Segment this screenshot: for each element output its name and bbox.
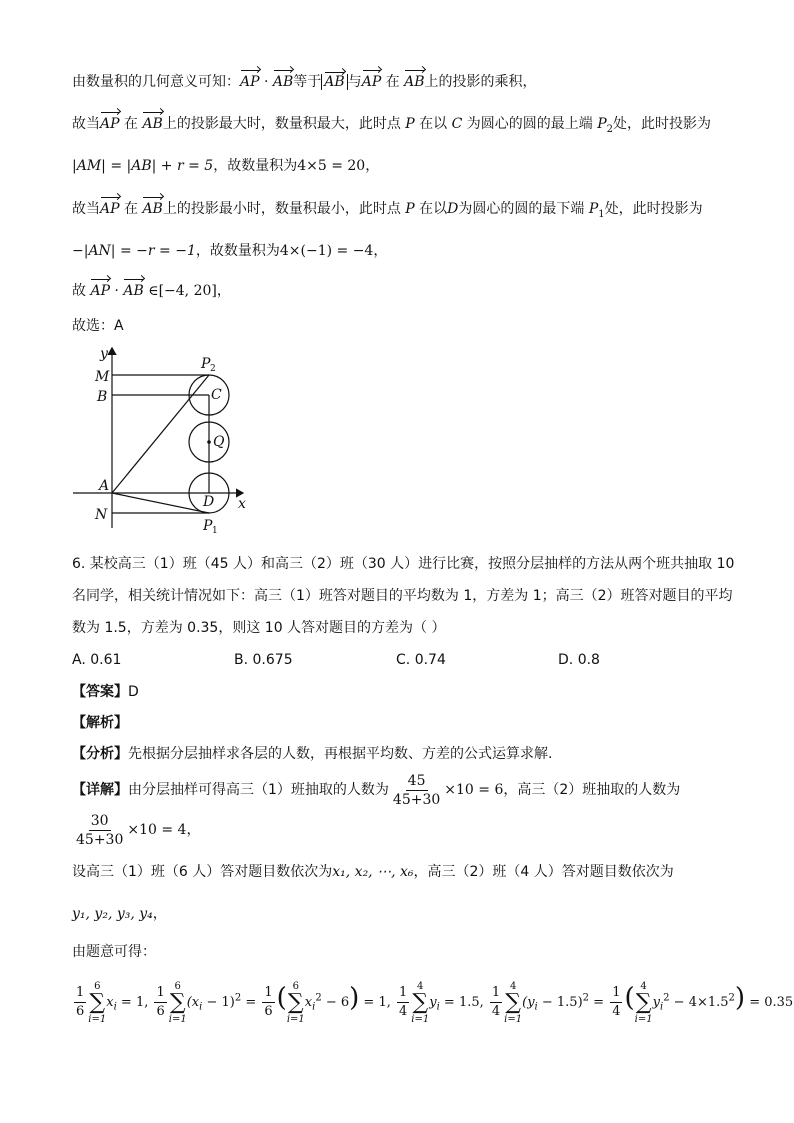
math: (y xyxy=(522,995,535,1010)
math: = 1.5, xyxy=(439,995,484,1010)
numerator: 1 xyxy=(74,984,86,1003)
option-value: 0.675 xyxy=(252,652,293,668)
vector-AB: AB xyxy=(142,201,163,217)
text: ，故数量积为 xyxy=(195,243,280,259)
denominator: 6 xyxy=(156,1004,165,1019)
text-line-1: 由数量积的几何意义可知：AP · AB等于 AB 与AP 在 AB上的投影的乘积， xyxy=(72,74,537,90)
sum-top: 6 xyxy=(292,980,299,992)
text: 上的投影的乘积， xyxy=(424,74,537,90)
denominator: 4 xyxy=(398,1004,408,1019)
option-label: C. xyxy=(396,652,411,668)
point-C: C xyxy=(451,116,463,132)
point-D: D xyxy=(447,201,459,217)
label-A: A xyxy=(99,478,110,494)
sum-bottom: i=1 xyxy=(634,1013,653,1025)
math: − 1) xyxy=(202,995,235,1010)
label-P2: P xyxy=(201,356,211,372)
text: 在以 xyxy=(419,116,448,132)
vector-AP: AP xyxy=(240,74,260,90)
option-A[interactable] xyxy=(72,650,121,670)
equation-line xyxy=(72,972,793,1024)
math: = xyxy=(589,995,609,1010)
text: ， xyxy=(186,822,201,838)
label-D: D xyxy=(203,494,215,510)
text-line-2 xyxy=(72,114,711,140)
numerator: 1 xyxy=(262,984,274,1003)
option-value: 0.8 xyxy=(577,652,600,668)
paren: ) xyxy=(734,983,746,1013)
q6-options xyxy=(72,650,772,670)
option-label: D. xyxy=(558,652,574,668)
label-P2-sub: 2 xyxy=(210,364,216,374)
option-value: 0.61 xyxy=(90,652,122,668)
text: 设高三（1）班（6 人）答对题目数依次为 xyxy=(72,864,333,880)
math: = xyxy=(241,995,261,1010)
text: 上的投影最小时，数量积最小，此时点 xyxy=(162,201,401,217)
vector-AB: AB xyxy=(272,74,294,90)
text: ， xyxy=(216,283,231,299)
text-line-3 xyxy=(72,156,379,176)
text: 在以 xyxy=(419,201,448,217)
math-expression: −|AN| = −r = −1 xyxy=(72,243,196,259)
math: (x xyxy=(186,995,200,1010)
option-label: A. xyxy=(72,652,86,668)
answer-tag: 【答案】 xyxy=(72,684,128,700)
numerator: 30 xyxy=(90,812,109,829)
vector-AP: AP xyxy=(100,116,120,132)
sum-symbol: 6 ∑ i=1 xyxy=(286,980,305,1025)
vector-AB: AB xyxy=(324,74,345,90)
math: − 4×1.5 xyxy=(669,995,729,1010)
q6-line-1: 6. 某校高三（1）班（45 人）和高三（2）班（30 人）进行比赛，按照分层抽样的方法从两个班共抽取 10 xyxy=(72,556,735,572)
analysis-tag: 【解析】 xyxy=(72,715,128,731)
paren: ( xyxy=(624,983,635,1013)
subscript: 1 xyxy=(598,208,605,220)
sum-top: 4 xyxy=(640,980,647,992)
text: 为圆心的圆的最下端 xyxy=(458,201,585,217)
math: = 1, xyxy=(359,995,391,1010)
math: − 6 xyxy=(321,995,350,1010)
superscript: 2 xyxy=(728,992,735,1004)
sum-symbol: 4 ∑ i=1 xyxy=(634,980,653,1025)
vector-AP: AP xyxy=(100,201,120,217)
numerator: 1 xyxy=(610,984,622,1003)
subscript: i xyxy=(436,1001,440,1013)
numerator: 1 xyxy=(397,984,409,1003)
sum-bottom: i=1 xyxy=(504,1013,523,1025)
text: 故当 xyxy=(72,201,100,217)
text: 在 xyxy=(123,201,138,217)
detail-tag: 【详解】 xyxy=(72,782,128,798)
math: y xyxy=(652,995,660,1010)
sum-symbol: 4 ∑ i=1 xyxy=(411,980,430,1025)
vector-AB: AB xyxy=(142,116,163,132)
sum-bottom: i=1 xyxy=(168,1013,187,1025)
sum-symbol: 6 ∑ i=1 xyxy=(88,980,107,1025)
math-expression: 4×5 = 20 xyxy=(297,158,366,174)
text: 在 xyxy=(123,116,138,132)
text: 等于 xyxy=(293,74,322,90)
sum-bottom: i=1 xyxy=(411,1013,430,1025)
point-P2: P xyxy=(597,116,607,132)
text: ，故数量积为 xyxy=(213,158,298,174)
subscript: i xyxy=(312,1001,316,1013)
detail-line-2 xyxy=(72,810,200,850)
label-C: C xyxy=(211,387,222,403)
text: 由数量积的几何意义可知： xyxy=(72,74,240,90)
label-y: y xyxy=(100,346,108,362)
text-line-4 xyxy=(72,199,703,225)
label-M: M xyxy=(95,369,110,385)
math-expression: y₁, y₂, y₃, y₄ xyxy=(72,906,153,922)
sum-top: 4 xyxy=(417,980,424,992)
numerator: 45 xyxy=(407,772,426,789)
paren: ( xyxy=(276,983,287,1013)
sum-symbol: 6 ∑ i=1 xyxy=(168,980,187,1025)
denominator: 6 xyxy=(76,1004,85,1019)
text: 上的投影最大时，数量积最大，此时点 xyxy=(162,116,401,132)
fraction-45 xyxy=(391,772,442,809)
q6-line-3: 数为 1.5，方差为 0.35，则这 10 人答对题目的方差为（ ） xyxy=(72,620,446,636)
denominator: 45+30 xyxy=(76,831,124,848)
point-P1: P xyxy=(588,201,599,217)
math-expression: |AM| = |AB| + r = 5 xyxy=(72,158,214,174)
subscript: i xyxy=(113,1001,117,1013)
fraction xyxy=(262,984,274,1021)
point-P: P xyxy=(405,201,415,217)
sum-top: 6 xyxy=(94,980,101,992)
geometry-figure xyxy=(65,340,265,540)
fraction xyxy=(74,984,86,1021)
paren: ) xyxy=(349,983,360,1013)
option-D[interactable] xyxy=(558,650,600,670)
math: x xyxy=(106,995,114,1010)
subscript: i xyxy=(199,1001,203,1013)
vector-AP: AP xyxy=(90,283,110,299)
line-A-P1 xyxy=(112,493,209,513)
option-value: 0.74 xyxy=(414,652,446,668)
subscript: 2 xyxy=(606,123,614,135)
text: 处，此时投影为 xyxy=(613,116,712,132)
label-N: N xyxy=(95,507,108,523)
denominator: 4 xyxy=(491,1004,501,1019)
label-P1: P xyxy=(203,518,213,534)
answer-choice-line: 故选：A xyxy=(72,318,124,334)
text: 与 xyxy=(347,74,362,90)
q6-line-2: 名同学，相关统计情况如下：高三（1）班答对题目的平均数为 1，方差为 1；高三（2）班答对题目的平均 xyxy=(72,588,733,604)
detail-line-1 xyxy=(72,770,680,810)
text-line-6: 故 AP · AB ∈[−4, 20]， xyxy=(72,283,231,299)
sum-symbol: 4 ∑ i=1 xyxy=(504,980,523,1025)
sum-bottom: i=1 xyxy=(286,1013,305,1025)
answer-line xyxy=(72,682,139,702)
text: ， xyxy=(373,243,388,259)
option-B[interactable] xyxy=(234,650,293,670)
fraction xyxy=(490,984,502,1021)
sum-top: 6 xyxy=(174,980,181,992)
text: 故当 xyxy=(72,116,100,132)
math: x xyxy=(304,995,313,1010)
superscript: 2 xyxy=(234,992,242,1004)
subscript: i xyxy=(659,1001,664,1013)
superscript: 2 xyxy=(315,992,322,1004)
text: ， xyxy=(365,158,380,174)
option-C[interactable] xyxy=(396,650,446,670)
text: 故 xyxy=(72,283,86,299)
vector-AB: AB xyxy=(404,74,425,90)
math-expression: x₁, x₂, ⋯, x₆ xyxy=(332,864,414,880)
superscript: 2 xyxy=(663,992,670,1004)
denominator: 4 xyxy=(612,1004,621,1019)
fraction-30 xyxy=(74,812,125,849)
text: ，高三（2）班（4 人）答对题目数依次为 xyxy=(413,864,674,880)
math: = 1, xyxy=(116,995,149,1010)
text: ， xyxy=(152,906,167,922)
math-expression: 4×(−1) = −4 xyxy=(279,243,374,259)
math: − 1.5) xyxy=(537,995,583,1010)
sum-top: 4 xyxy=(509,980,517,992)
given-line: 由题意可得： xyxy=(72,944,156,960)
option-label: B. xyxy=(234,652,249,668)
math-expression: ×10 = 6 xyxy=(444,782,504,798)
text: 在 xyxy=(385,74,400,90)
label-Q: Q xyxy=(213,434,225,450)
math-expression: ∈[−4, 20] xyxy=(148,283,217,299)
math: = 0.35 xyxy=(745,995,794,1010)
label-x: x xyxy=(238,496,246,512)
set-line-2 xyxy=(72,904,167,924)
sum-bottom: i=1 xyxy=(88,1013,107,1025)
subscript: i xyxy=(534,1001,538,1013)
fraction xyxy=(154,984,166,1021)
set-line-1 xyxy=(72,862,674,882)
fenxi-tag: 【分析】 xyxy=(72,746,128,762)
point-Q-dot xyxy=(207,440,211,444)
label-B: B xyxy=(97,389,108,405)
text-line-5 xyxy=(72,241,387,261)
text: 为圆心的圆的最上端 xyxy=(466,116,593,132)
vector-AB: AB xyxy=(123,283,144,299)
answer-value: D xyxy=(128,684,139,700)
denominator: 45+30 xyxy=(392,791,441,808)
label-P1-sub: 1 xyxy=(212,526,218,536)
vector-AP: AP xyxy=(361,74,382,90)
point-P: P xyxy=(405,116,415,132)
superscript: 2 xyxy=(582,992,590,1004)
fraction xyxy=(610,984,622,1021)
numerator: 1 xyxy=(154,984,166,1003)
text: ，高三（2）班抽取的人数为 xyxy=(503,782,681,798)
text: 处，此时投影为 xyxy=(604,201,703,217)
line-A-P2 xyxy=(112,375,209,493)
fenxi-line xyxy=(72,744,552,764)
denominator: 6 xyxy=(264,1004,273,1019)
fraction xyxy=(397,984,409,1021)
fenxi-text: 先根据分层抽样求各层的人数，再根据平均数、方差的公式运算求解. xyxy=(128,746,553,762)
numerator: 1 xyxy=(490,984,502,1003)
math: y xyxy=(429,995,437,1010)
math-expression: ×10 = 4 xyxy=(127,822,187,838)
text: 由分层抽样可得高三（1）班抽取的人数为 xyxy=(128,782,389,798)
